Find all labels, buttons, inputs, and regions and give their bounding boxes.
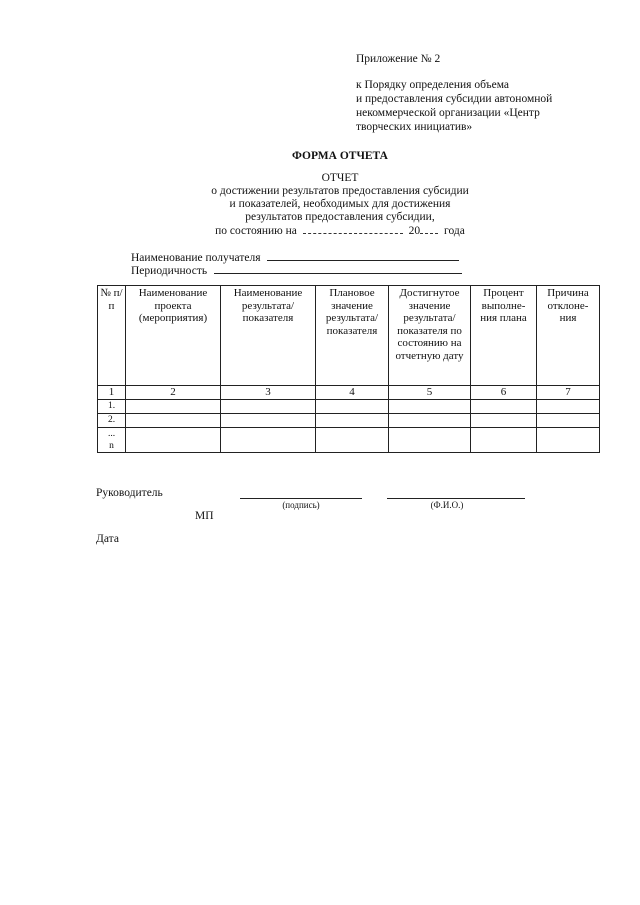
header-cell: Наименование проекта (мероприятия) <box>126 286 221 386</box>
table-cell[interactable] <box>471 414 537 428</box>
form-title: ФОРМА ОТЧЕТА <box>292 150 388 162</box>
signature-field[interactable] <box>240 498 362 499</box>
table-cell[interactable] <box>537 414 600 428</box>
date-blank-field[interactable] <box>303 224 403 234</box>
report-line: результатов предоставления субсидии, <box>245 211 435 223</box>
column-number: 5 <box>389 386 471 400</box>
as-of-prefix: по состоянию на <box>215 225 297 237</box>
column-number: 4 <box>316 386 389 400</box>
header-cell: Процент выполне- ния плана <box>471 286 537 386</box>
table-cell[interactable] <box>316 428 389 453</box>
column-number-row <box>98 386 600 400</box>
table-cell[interactable] <box>126 428 221 453</box>
column-number: 7 <box>537 386 600 400</box>
recipient-label: Наименование получателя <box>131 252 261 264</box>
table-cell[interactable] <box>221 428 316 453</box>
periodicity-row <box>131 262 462 277</box>
as-of-line <box>0 224 640 238</box>
table-row <box>98 428 600 453</box>
recipient-field[interactable] <box>267 249 459 261</box>
signature-caption: (подпись) <box>282 500 320 510</box>
stamp-label: МП <box>195 510 214 522</box>
table-cell[interactable] <box>537 400 600 414</box>
table-cell[interactable] <box>389 428 471 453</box>
table-cell[interactable] <box>537 428 600 453</box>
periodicity-field[interactable] <box>214 262 462 274</box>
year-blank-field[interactable] <box>420 224 438 234</box>
appendix-title: Приложение № 2 <box>356 53 441 65</box>
appendix-line: творческих инициатив» <box>356 121 473 133</box>
table-header-row <box>98 286 600 386</box>
report-heading-block <box>0 172 640 238</box>
table-cell[interactable] <box>221 400 316 414</box>
as-of-suffix: года <box>444 225 465 237</box>
header-cell: Плановое значение результата/ показателя <box>316 286 389 386</box>
column-number: 6 <box>471 386 537 400</box>
table-row <box>98 414 600 428</box>
report-heading: ОТЧЕТ <box>321 172 359 184</box>
appendix-line: к Порядку определения объема <box>356 79 510 91</box>
column-number: 3 <box>221 386 316 400</box>
column-number: 2 <box>126 386 221 400</box>
row-label <box>98 428 126 453</box>
table-cell[interactable] <box>221 414 316 428</box>
as-of-year: 20 <box>408 225 421 237</box>
header-cell: Достигнутое значение результата/ показателя по состоянию на отчетную дату <box>389 286 471 386</box>
report-line: о достижении результатов предоставления субсидии <box>211 185 469 197</box>
periodicity-label: Периодичность <box>131 265 208 277</box>
column-number: 1 <box>98 386 126 400</box>
table-cell[interactable] <box>126 400 221 414</box>
table-cell[interactable] <box>126 414 221 428</box>
row-label: n <box>109 441 114 451</box>
report-line: и показателей, необходимых для достижения <box>229 198 451 210</box>
table-cell[interactable] <box>316 414 389 428</box>
full-name-field[interactable] <box>387 498 525 499</box>
header-cell: Причина отклоне- ния <box>537 286 600 386</box>
table-cell[interactable] <box>316 400 389 414</box>
row-label: ... <box>107 429 116 439</box>
appendix-line: некоммерческой организации «Центр <box>356 107 540 119</box>
date-label: Дата <box>96 533 119 545</box>
header-cell: Наименование результата/ показателя <box>221 286 316 386</box>
table-cell[interactable] <box>471 428 537 453</box>
appendix-line: и предоставления субсидии автономной <box>356 93 553 105</box>
table-cell[interactable] <box>389 400 471 414</box>
header-cell: № п/п <box>98 286 126 386</box>
head-label: Руководитель <box>96 487 163 499</box>
full-name-caption: (Ф.И.О.) <box>430 500 464 510</box>
table-row <box>98 400 600 414</box>
table-cell[interactable] <box>471 400 537 414</box>
table-cell[interactable] <box>389 414 471 428</box>
report-table <box>97 285 600 453</box>
row-label: 1. <box>98 400 126 414</box>
row-label: 2. <box>98 414 126 428</box>
appendix-block <box>356 52 552 134</box>
